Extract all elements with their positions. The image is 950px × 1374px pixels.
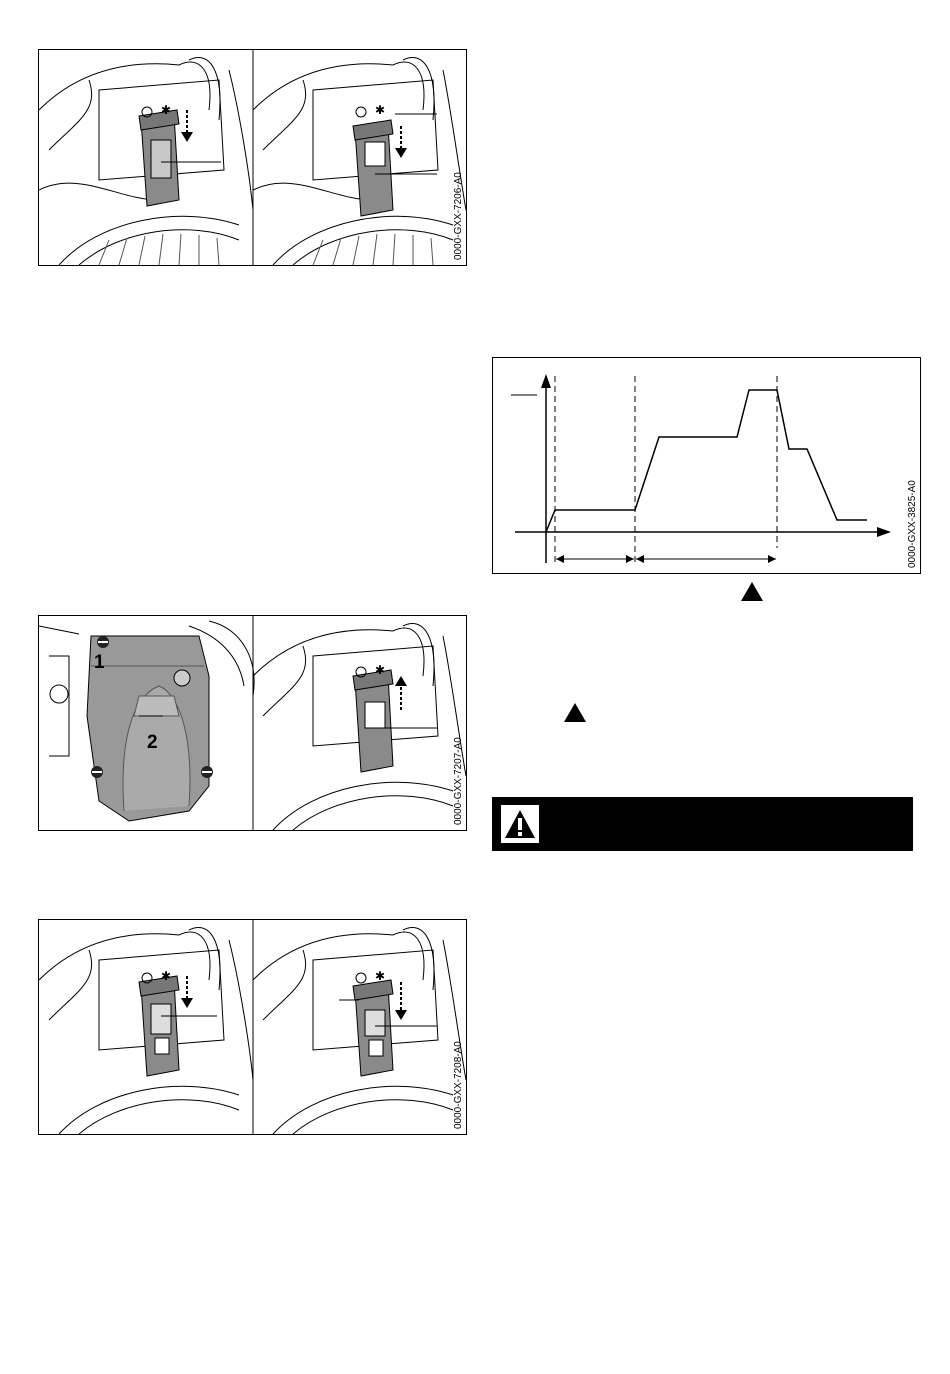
x-axis-arrow <box>877 527 891 537</box>
svg-text:✱: ✱ <box>375 103 386 117</box>
filled-triangle-icon <box>741 582 763 601</box>
warning-banner <box>492 797 913 851</box>
warning-icon <box>501 805 539 843</box>
callout-2: 2 <box>147 732 158 753</box>
svg-text:✱: ✱ <box>375 969 386 983</box>
figure-7207-illustration <box>39 616 466 830</box>
figure-7206-illustration <box>39 50 466 265</box>
diagram-3825-code: 0000-GXX-3825-A0 <box>907 480 918 568</box>
figure-7207 <box>38 615 467 831</box>
callout-1: 1 <box>94 652 105 673</box>
figure-7206 <box>38 49 467 266</box>
figure-7208-code: 0000-GXX-7208-A0 <box>453 1041 464 1129</box>
filled-triangle-icon <box>564 703 586 722</box>
svg-text:✱: ✱ <box>161 969 172 983</box>
figure-7207-code: 0000-GXX-7207-A0 <box>453 737 464 825</box>
diagram-3825 <box>492 357 921 574</box>
profile-curve <box>546 390 867 532</box>
svg-text:✱: ✱ <box>161 103 172 117</box>
diagram-3825-plot <box>493 358 920 573</box>
figure-7208 <box>38 919 467 1135</box>
figure-7206-code: 0000-GXX-7206-A0 <box>453 172 464 260</box>
svg-text:✱: ✱ <box>375 663 386 677</box>
figure-7208-illustration <box>39 920 466 1134</box>
y-axis-arrow <box>541 374 551 388</box>
